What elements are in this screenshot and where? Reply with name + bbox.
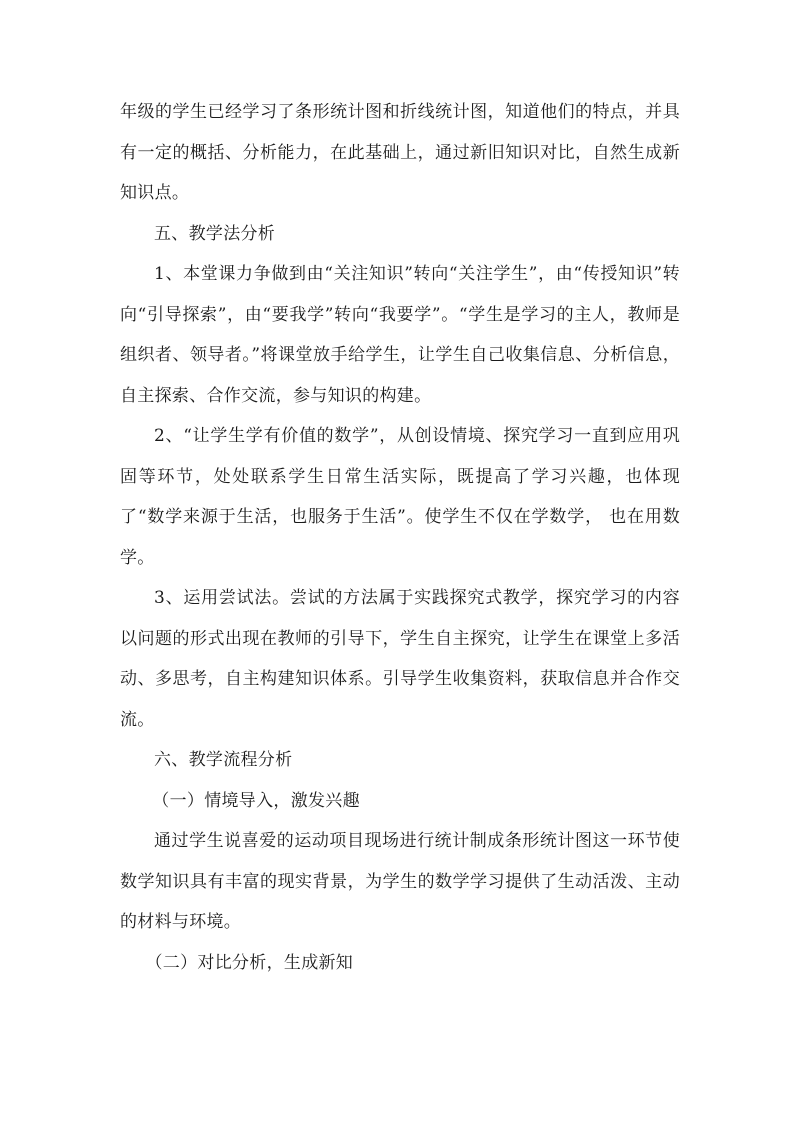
- paragraph-scene-intro: 通过学生说喜爱的运动项目现场进行统计制成条形统计图这一环节使数学知识具有丰富的现实背景，为学生的数学学习提供了生动活泼、主动的材料与环境。: [120, 831, 680, 932]
- paragraph-intro: 年级的学生已经学习了条形统计图和折线统计图，知道他们的特点，并具有一定的概括、分析能力，在此基础上，通过新旧知识对比，自然生成新知识点。: [120, 102, 680, 203]
- subheading-two: （二）对比分析，生成新知: [145, 952, 354, 973]
- paragraph-point-2: 2、“让学生学有价值的数学”，从创设情境、探究学习一直到应用巩固等环节，处处联系学生日常生活实际，既提高了学习兴趣，也体现了“数学来源于生活，也服务于生活”。使学生不仅在学数学， 也在用数学。: [120, 426, 680, 568]
- section-heading-five: 五、教学法分析: [154, 223, 276, 244]
- document-body: [120, 92, 680, 983]
- subheading-one: （一）情境导入，激发兴趣: [152, 790, 360, 811]
- paragraph-point-1: 1、本堂课力争做到由“关注知识”转向“关注学生”，由“传授知识”转向“引导探索”，由“要我学”转向“我要学”。“学生是学习的主人，教师是组织者、领导者。”将课堂放手给学生，让学生自己收集信息、分析信息，自主探索、合作交流，参与知识的构建。: [120, 264, 680, 406]
- paragraph-point-3: 3、运用尝试法。尝试的方法属于实践探究式教学，探究学习的内容以问题的形式出现在教师的引导下，学生自主探究，让学生在课堂上多活动、多思考，自主构建知识体系。引导学生收集资料，获取信息并合作交流。: [120, 588, 680, 730]
- section-heading-six: 六、教学流程分析: [154, 750, 293, 770]
